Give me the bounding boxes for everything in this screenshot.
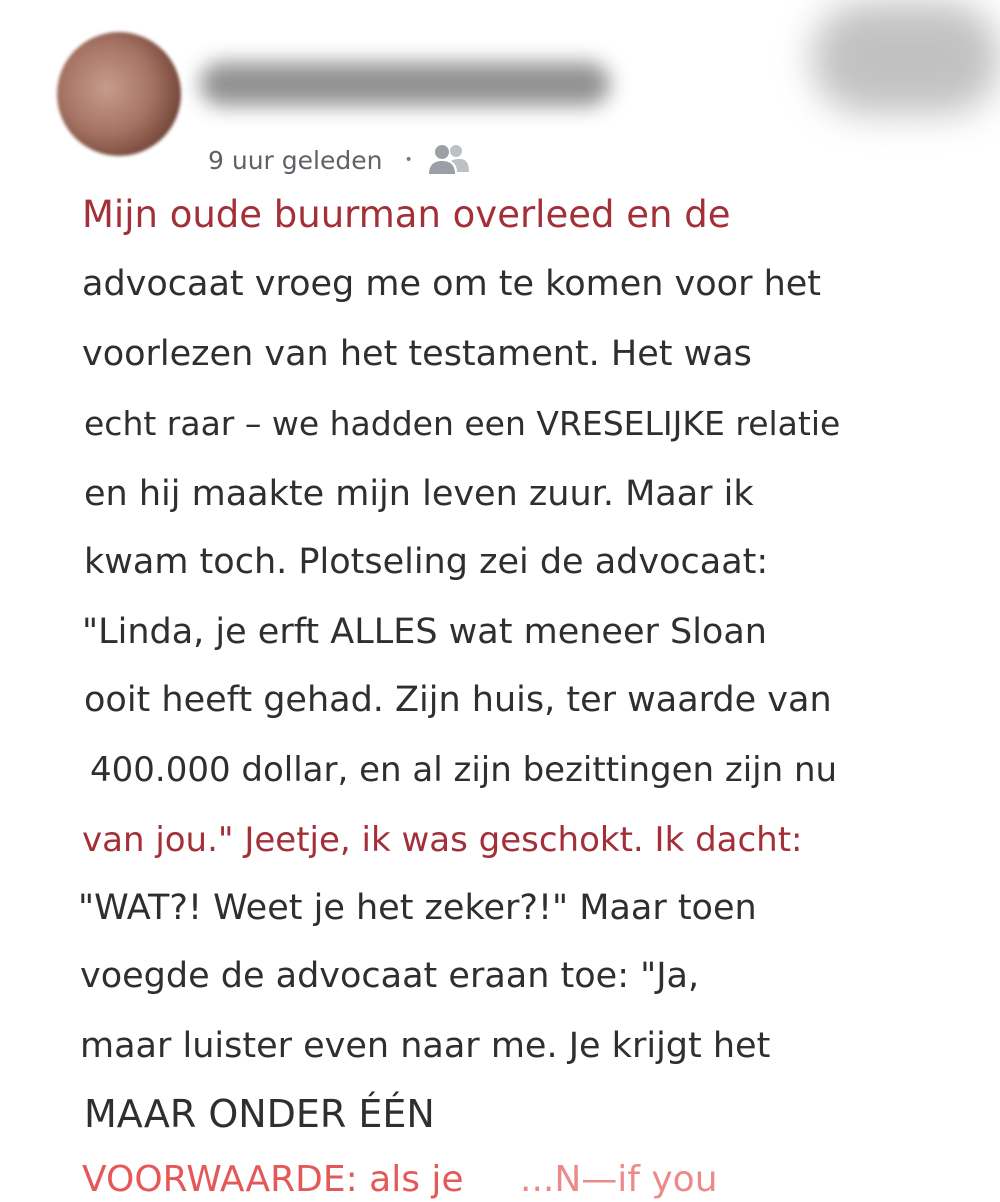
people-icon: [427, 142, 471, 178]
post-text-line: "Linda, je erft ALLES wat meneer Sloan: [82, 612, 767, 652]
post-text-line: ...N—if you: [520, 1159, 718, 1200]
post-text-line: echt raar – we hadden een VRESELIJKE relatie: [84, 404, 841, 443]
meta-separator: •: [404, 152, 413, 168]
post-text-line: voorlezen van het testament. Het was: [82, 334, 752, 374]
post-text-line: "WAT?! Weet je het zeker?!" Maar toen: [78, 888, 757, 928]
post-text-line: van jou." Jeetje, ik was geschokt. Ik dacht:: [82, 820, 803, 860]
post-text-line: 400.000 dollar, en al zijn bezittingen zijn nu: [90, 750, 838, 790]
post-text-line: advocaat vroeg me om te komen voor het: [82, 264, 822, 304]
avatar[interactable]: [57, 32, 181, 156]
post-text-line: MAAR ONDER ÉÉN: [84, 1092, 435, 1136]
post-text-line: maar luister even naar me. Je krijgt het: [80, 1026, 771, 1066]
post-text-line: voegde de advocaat eraan toe: "Ja,: [80, 956, 700, 996]
post-text-line: VOORWAARDE: als je: [82, 1159, 464, 1200]
post-text-line: Mijn oude buurman overleed en de: [82, 193, 731, 236]
post-meta: [208, 142, 471, 178]
post-timestamp: 9 uur geleden: [208, 145, 383, 175]
post-text-line: ooit heeft gehad. Zijn huis, ter waarde van: [84, 680, 832, 720]
author-name[interactable]: [200, 62, 610, 106]
post-text-line: kwam toch. Plotseling zei de advocaat:: [84, 542, 769, 582]
post-text-line: en hij maakte mijn leven zuur. Maar ik: [84, 474, 754, 514]
blurred-corner-object: [812, 2, 1000, 114]
